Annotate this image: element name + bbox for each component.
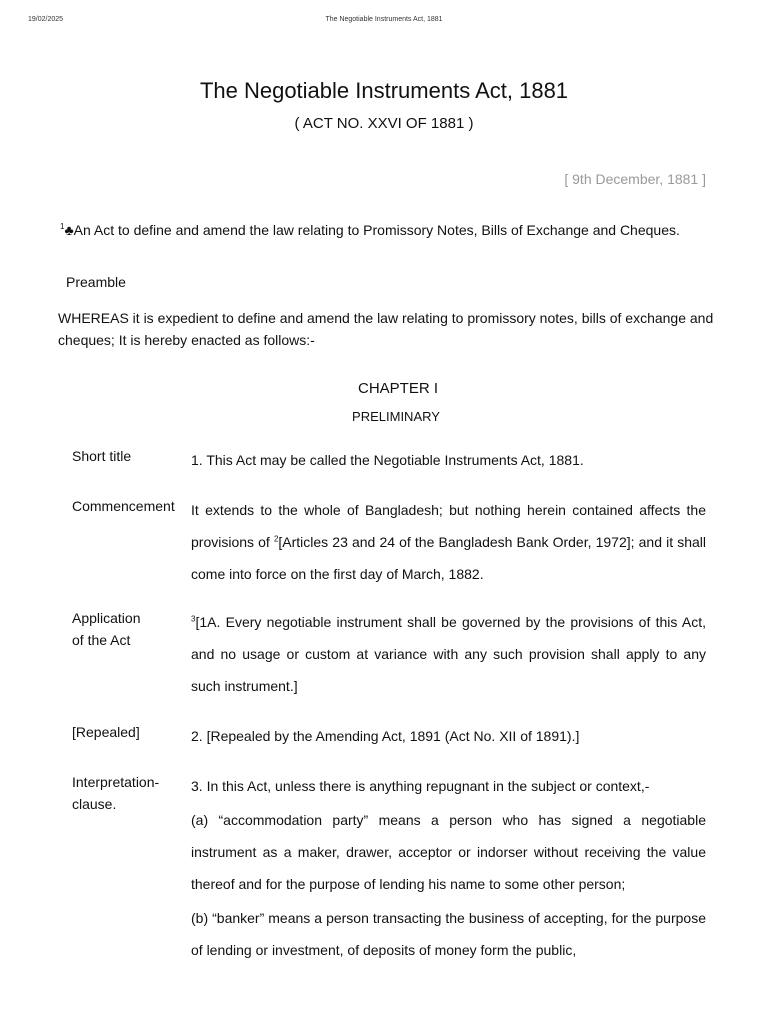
side-note-application xyxy=(72,607,190,651)
act-number: ( ACT NO. XXVI OF 1881 ) xyxy=(294,115,474,132)
side-note-interpretation xyxy=(72,771,190,815)
side-note-line: of the Act xyxy=(72,632,131,648)
section-commencement xyxy=(191,494,706,590)
preamble-text: WHEREAS it is expedient to define and amend the law relating to promissory notes, bills of exchange and cheques; It is hereby enacted as follows:- xyxy=(58,310,714,348)
section-application xyxy=(191,606,706,702)
print-date: 19/02/2025 xyxy=(28,16,64,23)
club-icon: ♣ xyxy=(64,222,74,238)
section-short-title xyxy=(191,444,706,476)
print-header xyxy=(0,16,768,28)
chapter-name: PRELIMINARY xyxy=(352,409,440,424)
footnote-marker[interactable]: 3 xyxy=(191,614,196,624)
long-title-text: An Act to define and amend the law relating to Promissory Notes, Bills of Exchange and Cheques. xyxy=(73,222,680,238)
side-note-line: Interpretation- xyxy=(72,774,160,790)
section-text: It extends to the whole of Bangladesh; but nothing herein contained affects the provisions of xyxy=(191,502,706,550)
section-text: 1. This Act may be called the Negotiable Instruments Act, 1881. xyxy=(191,452,584,468)
section-interpretation xyxy=(191,770,706,966)
long-title xyxy=(60,222,740,238)
side-note-repealed: [Repealed] xyxy=(72,724,140,740)
footnote-marker[interactable]: 2 xyxy=(273,534,279,544)
section-intro: 3. In this Act, unless there is anything repugnant in the subject or context,- xyxy=(191,778,650,794)
preamble-label: Preamble xyxy=(66,274,126,290)
side-note-line: Application xyxy=(72,610,141,626)
section-text: [1A. Every negotiable instrument shall be governed by the provisions of this Act, and no usage or custom at variance with any such provision shall apply to any such instrument.] xyxy=(191,614,706,694)
side-note-short-title: Short title xyxy=(72,448,132,464)
section-text: [Articles 23 and 24 of the Bangladesh Bank Order, 1972]; and it shall come into force on the first day of March, 1882. xyxy=(191,534,706,582)
side-note-line: clause. xyxy=(72,796,117,812)
chapter-number: CHAPTER I xyxy=(357,380,438,397)
section-repealed xyxy=(191,720,706,752)
side-note-commencement: Commencement xyxy=(72,498,175,514)
footnote-marker[interactable]: 1 xyxy=(60,222,65,231)
clause-a: (a) “accommodation party” means a person who has signed a negotiable instrument as a maker, drawer, acceptor or indorser without receiving the value thereof and for the purpose of lending his name to some other person; xyxy=(191,812,706,892)
enactment-date: [ 9th December, 1881 ] xyxy=(564,171,706,187)
clause-b: (b) “banker” means a person transacting the business of accepting, for the purpose of lending or investment, of deposits of money form the public, xyxy=(191,910,706,958)
print-header-title: The Negotiable Instruments Act, 1881 xyxy=(325,16,443,23)
document-title: The Negotiable Instruments Act, 1881 xyxy=(199,78,569,103)
section-text: 2. [Repealed by the Amending Act, 1891 (Act No. XII of 1891).] xyxy=(191,728,580,744)
